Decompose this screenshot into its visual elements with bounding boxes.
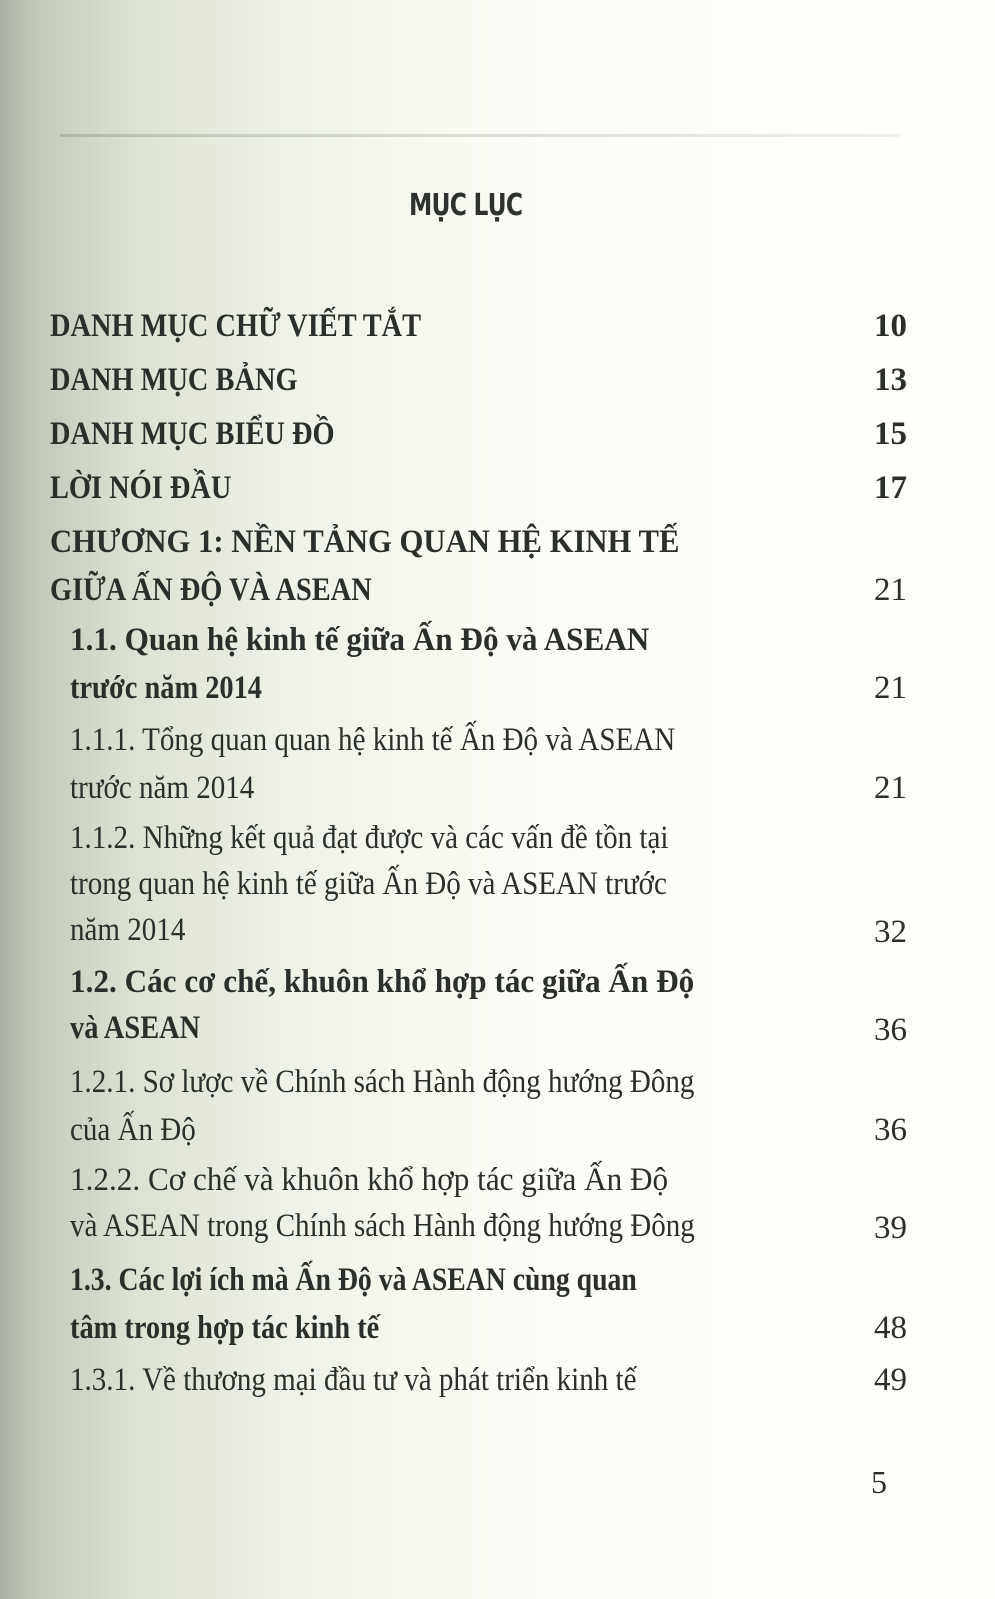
toc-entry-title: LỜI NÓI ĐẦU [50,470,232,506]
toc-entry-page: 10 [874,308,907,344]
toc-entry-title-cont: và ASEAN trong Chính sách Hành động hướng Đông [70,1208,695,1244]
toc-entry-title-cont: GIỮA ẤN ĐỘ VÀ ASEAN [50,572,372,608]
toc-entry-page: 17 [874,470,907,506]
toc-entry-page: 21 [874,572,907,608]
toc-entry-title: DANH MỤC BẢNG [50,362,298,398]
toc-entry-page: 49 [874,1362,907,1398]
toc-entry-page: 36 [874,1112,907,1148]
page-title: MỤC LỤC [409,188,523,223]
toc-entry-title: 1.2.2. Cơ chế và khuôn khổ hợp tác giữa Ấn Độ [70,1162,669,1198]
toc-entry-title: 1.1. Quan hệ kinh tế giữa Ấn Độ và ASEAN [70,622,650,658]
toc-entry-page: 48 [874,1310,907,1346]
toc-entry-title-cont: của Ấn Độ [70,1112,196,1148]
toc-entry-page: 32 [874,914,907,950]
toc-entry-title-cont: và ASEAN [70,1010,201,1046]
toc-entry-title: 1.2.1. Sơ lược về Chính sách Hành động hướng Đông [70,1064,695,1100]
toc-entry-title: 1.2. Các cơ chế, khuôn khổ hợp tác giữa Ấn Độ [70,964,695,1000]
toc-entry-title: 1.1.1. Tổng quan quan hệ kinh tế Ấn Độ và ASEAN [70,722,676,758]
toc-entry-title: 1.3.1. Về thương mại đầu tư và phát triển kinh tế [70,1362,637,1398]
toc-entry-title-cont: tâm trong hợp tác kinh tế [70,1310,380,1346]
toc-entry-title: 1.1.2. Những kết quả đạt được và các vấn đề tồn tại [70,820,669,856]
toc-entry-page: 39 [874,1210,907,1246]
toc-entry-title-cont: trong quan hệ kinh tế giữa Ấn Độ và ASEAN trước [70,866,667,902]
toc-entry-title: CHƯƠNG 1: NỀN TẢNG QUAN HỆ KINH TẾ [50,524,680,560]
toc-entry-page: 13 [874,362,907,398]
toc-entry-title: DANH MỤC CHỮ VIẾT TẮT [50,308,422,344]
page-number: 5 [871,1464,887,1500]
toc-entry-title-cont: trước năm 2014 [70,670,262,706]
toc-entry-page: 21 [874,770,907,806]
toc-entry-page: 21 [874,670,907,706]
header-rule-bleed-through [60,134,900,137]
toc-entry-title-cont: trước năm 2014 [70,770,255,806]
toc-entry-title: 1.3. Các lợi ích mà Ấn Độ và ASEAN cùng quan [70,1262,637,1298]
toc-entry-page: 15 [874,416,907,452]
toc-entry-title: DANH MỤC BIỂU ĐỒ [50,416,335,452]
toc-entry-page: 36 [874,1012,907,1048]
toc-entry-title-cont: năm 2014 [70,912,186,948]
